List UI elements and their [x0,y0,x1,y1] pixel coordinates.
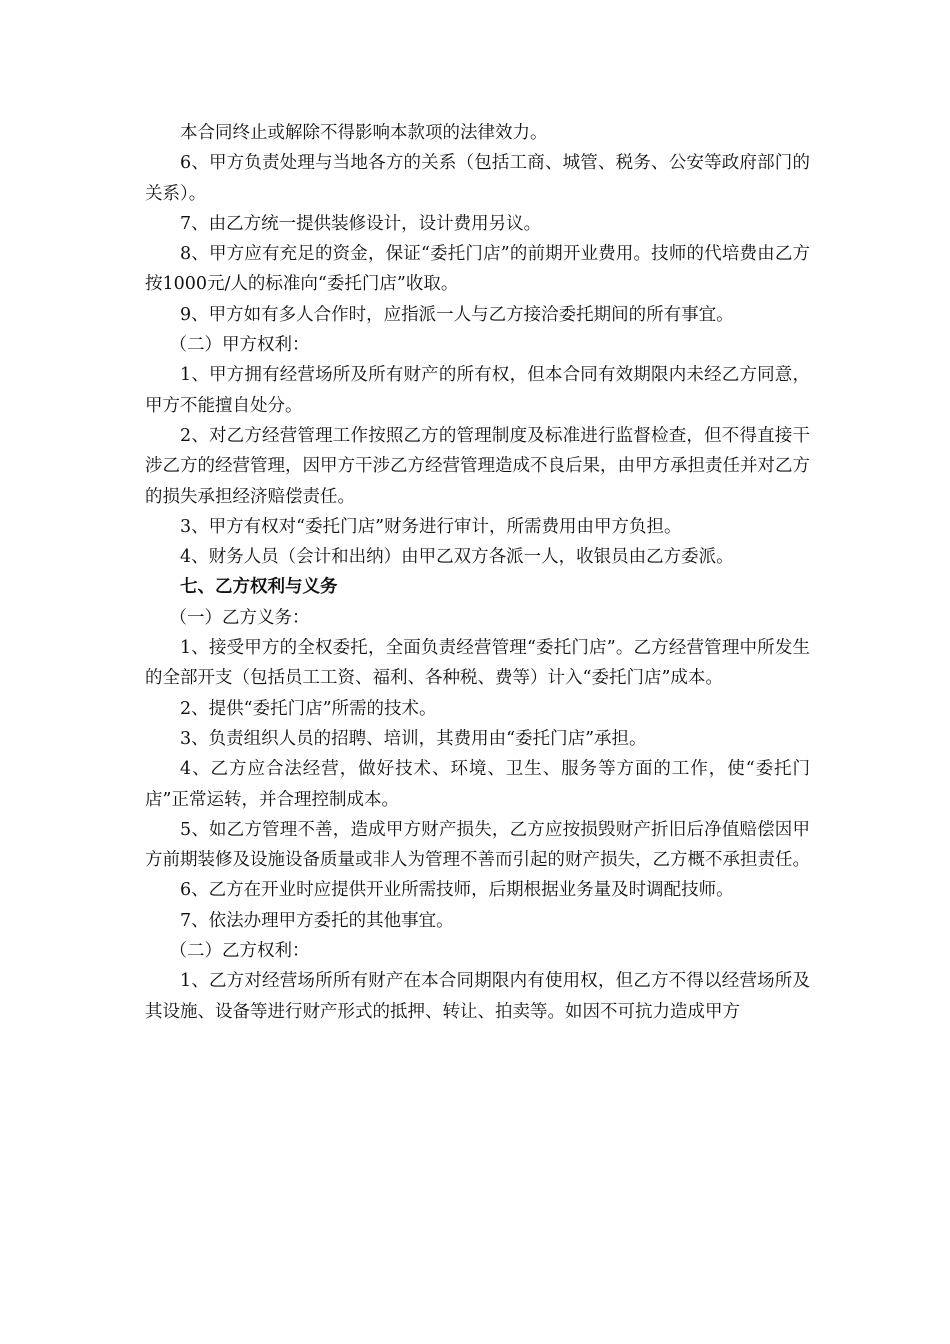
paragraph-party-b-duty-1: 1、接受甲方的全权委托，全面负责经营管理“委托门店”。乙方经营管理中所发生的全部开支（包括员工工资、福利、各种税、费等）计入“委托门店”成本。 [145,638,810,689]
document-page [145,118,810,1027]
paragraph-party-b-duty-5: 5、如乙方管理不善，造成甲方财产损失，乙方应按损毁财产折旧后净值赔偿因甲方前期装修及设施设备质量或非人为管理不善而引起的财产损失，乙方概不承担责任。 [145,819,810,871]
section-heading-party-b: 七、乙方权利与义务 [180,577,338,598]
subheading-party-b-duties: （一）乙方义务： [169,607,310,628]
paragraph-party-a-duty-7: 7、由乙方统一提供装修设计，设计费用另议。 [180,213,542,234]
paragraph-party-a-right-4: 4、财务人员（会计和出纳）由甲乙双方各派一人，收银员由乙方委派。 [180,547,734,568]
paragraph-party-b-duty-4: 4、乙方应合法经营，做好技术、环境、卫生、服务等方面的工作，使“委托门店”正常运转，并合理控制成本。 [145,759,810,810]
paragraph-party-a-duty-6: 6、甲方负责处理与当地各方的关系（包括工商、城管、税务、公安等政府部门的关系）。 [145,153,810,204]
paragraph-party-a-right-3: 3、甲方有权对“委托门店”财务进行审计，所需费用由甲方负担。 [180,516,682,537]
paragraph-party-b-duty-6: 6、乙方在开业时应提供开业所需技师，后期根据业务量及时调配技师。 [180,880,734,901]
paragraph-clause-5-continued: 本合同终止或解除不得影响本款项的法律效力。 [180,123,548,143]
paragraph-party-a-right-2: 2、对乙方经营管理工作按照乙方的管理制度及标准进行监督检查，但不得直接干涉乙方的经营管理，因甲方干涉乙方经营管理造成不良后果，由甲方承担责任并对乙方的损失承担经济赔偿责任。 [145,425,810,507]
paragraph-party-a-duty-9: 9、甲方如有多人合作时，应指派一人与乙方接洽委托期间的所有事宜。 [180,304,734,325]
paragraph-party-a-right-1: 1、甲方拥有经营场所及所有财产的所有权，但本合同有效期限内未经乙方同意，甲方不能擅自处分。 [145,365,810,416]
paragraph-party-a-duty-8: 8、甲方应有充足的资金，保证“委托门店”的前期开业费用。技师的代培费由乙方按1000元/人的标准向“委托门店”收取。 [145,244,810,295]
paragraph-party-b-duty-7: 7、依法办理甲方委托的其他事宜。 [180,910,454,931]
paragraph-party-b-duty-2: 2、提供“委托门店”所需的技术。 [180,698,437,719]
subheading-party-b-rights: （二）乙方权利： [169,941,310,962]
subheading-party-a-rights: （二）甲方权利： [169,335,310,356]
paragraph-party-b-right-1: 1、乙方对经营场所所有财产在本合同期限内有使用权，但乙方不得以经营场所及其设施、设备等进行财产形式的抵押、转让、拍卖等。如因不可抗力造成甲方 [145,971,810,1022]
paragraph-party-b-duty-3: 3、负责组织人员的招聘、培训，其费用由“委托门店”承担。 [180,728,647,749]
